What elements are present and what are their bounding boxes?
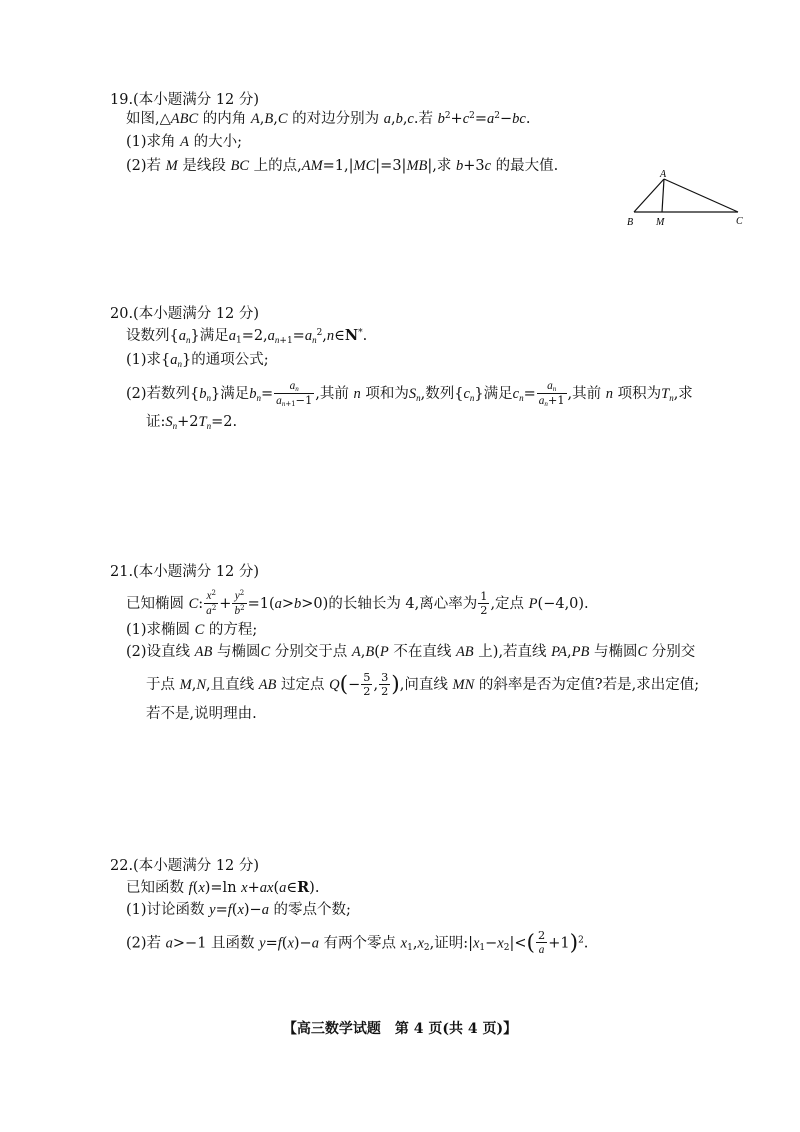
fraction: $\frac{2}{a}$ — [538, 929, 546, 957]
vertex-label-b: B — [627, 217, 634, 228]
part-1: (1)讨论函数 y=f(x)−a 的零点个数; — [126, 902, 351, 918]
fraction: $\frac{1}{2}$ — [480, 590, 488, 618]
part-2: (2)若数列$\{b_n\}$满足$b_n=$ $\frac{a_n}{a_{n+1}-1}$ ,其前 n 项和为$S_n$,数列$\{c_n\}$满足$c_n=$ $\frac{a_n}{a_n+1}$ ,其前 n 项积为$T_n$,求 — [126, 380, 693, 409]
problem-intro: 如图,△ABC 的内角 A,B,C 的对边分别为 a,b,c.若 $b^2+c^2=a^2-bc$. — [126, 111, 531, 127]
part-2-continued: 若不是,说明理由. — [146, 706, 257, 722]
fraction: $\frac{5}{2}$ — [363, 671, 371, 699]
triangle-figure — [618, 168, 758, 230]
part-1: (1)求椭圆 C 的方程; — [126, 622, 258, 638]
vertex-label-a: A — [660, 169, 667, 180]
problem-heading: 19.(本小题满分 12 分) — [110, 92, 260, 108]
part-2-continued: 证$:S_n+2T_n=2$. — [146, 414, 238, 431]
problem-intro: 已知椭圆 C: $\frac{x^2}{a^2}$ + $\frac{y^2}{b^2}$ =1(a>b>0)的长轴长为 4,离心率为 $\frac{1}{2}$ ,定点 P(−4,0). — [126, 588, 589, 618]
part-1: (1)求角 A 的大小; — [126, 134, 243, 150]
part-2: (2)若 M 是线段 BC 上的点,AM=1,|MC|=3|MB|,求 b+3c 的最大值. — [126, 158, 559, 174]
problem-intro: 已知函数 f(x)=ln x+ax(a∈R). — [126, 879, 320, 896]
vertex-label-c: C — [736, 216, 743, 227]
fraction: $\frac{a_n}{a_{n+1}-1}$ — [276, 380, 313, 409]
segment-am — [662, 179, 664, 212]
side-ac — [664, 179, 738, 212]
fraction: $\frac{3}{2}$ — [381, 671, 389, 699]
point-label-m: M — [656, 217, 665, 228]
fraction: $\frac{a_n}{a_n+1}$ — [538, 380, 565, 409]
fraction: $\frac{y^2}{b^2}$ — [234, 588, 245, 618]
problem-heading: 21.(本小题满分 12 分) — [110, 564, 260, 580]
page-footer: 【高三数学试题 第 4 页(共 4 页)】 — [282, 1021, 518, 1037]
fraction: $\frac{x^2}{a^2}$ — [206, 588, 217, 618]
side-ab — [634, 179, 664, 212]
problem-heading: 22.(本小题满分 12 分) — [110, 858, 260, 874]
problem-heading: 20.(本小题满分 12 分) — [110, 306, 260, 322]
part-1: (1)求$\{a_n\}$的通项公式; — [126, 352, 269, 369]
part-2: (2)若 a>−1 且函数 y=f(x)−a 有两个零点 $x_1,x_2$,证明$:|x_1-x_2|<$( $\frac{2}{a}$ +1)$^2$. — [126, 929, 589, 957]
part-2: (2)设直线 AB 与椭圆C 分别交于点 A,B(P 不在直线 AB 上),若直线 PA,PB 与椭圆C 分别交 — [126, 644, 696, 660]
problem-intro: 设数列$\{a_n\}$满足$a_1=2,a_{n+1}=a_n^2,n\in N^*$. — [126, 327, 368, 346]
part-2-continued: 于点 M,N,且直线 AB 过定点 Q(− $\frac{5}{2}$ , $\frac{3}{2}$ ),问直线 MN 的斜率是否为定值?若是,求出定值; — [146, 671, 700, 699]
